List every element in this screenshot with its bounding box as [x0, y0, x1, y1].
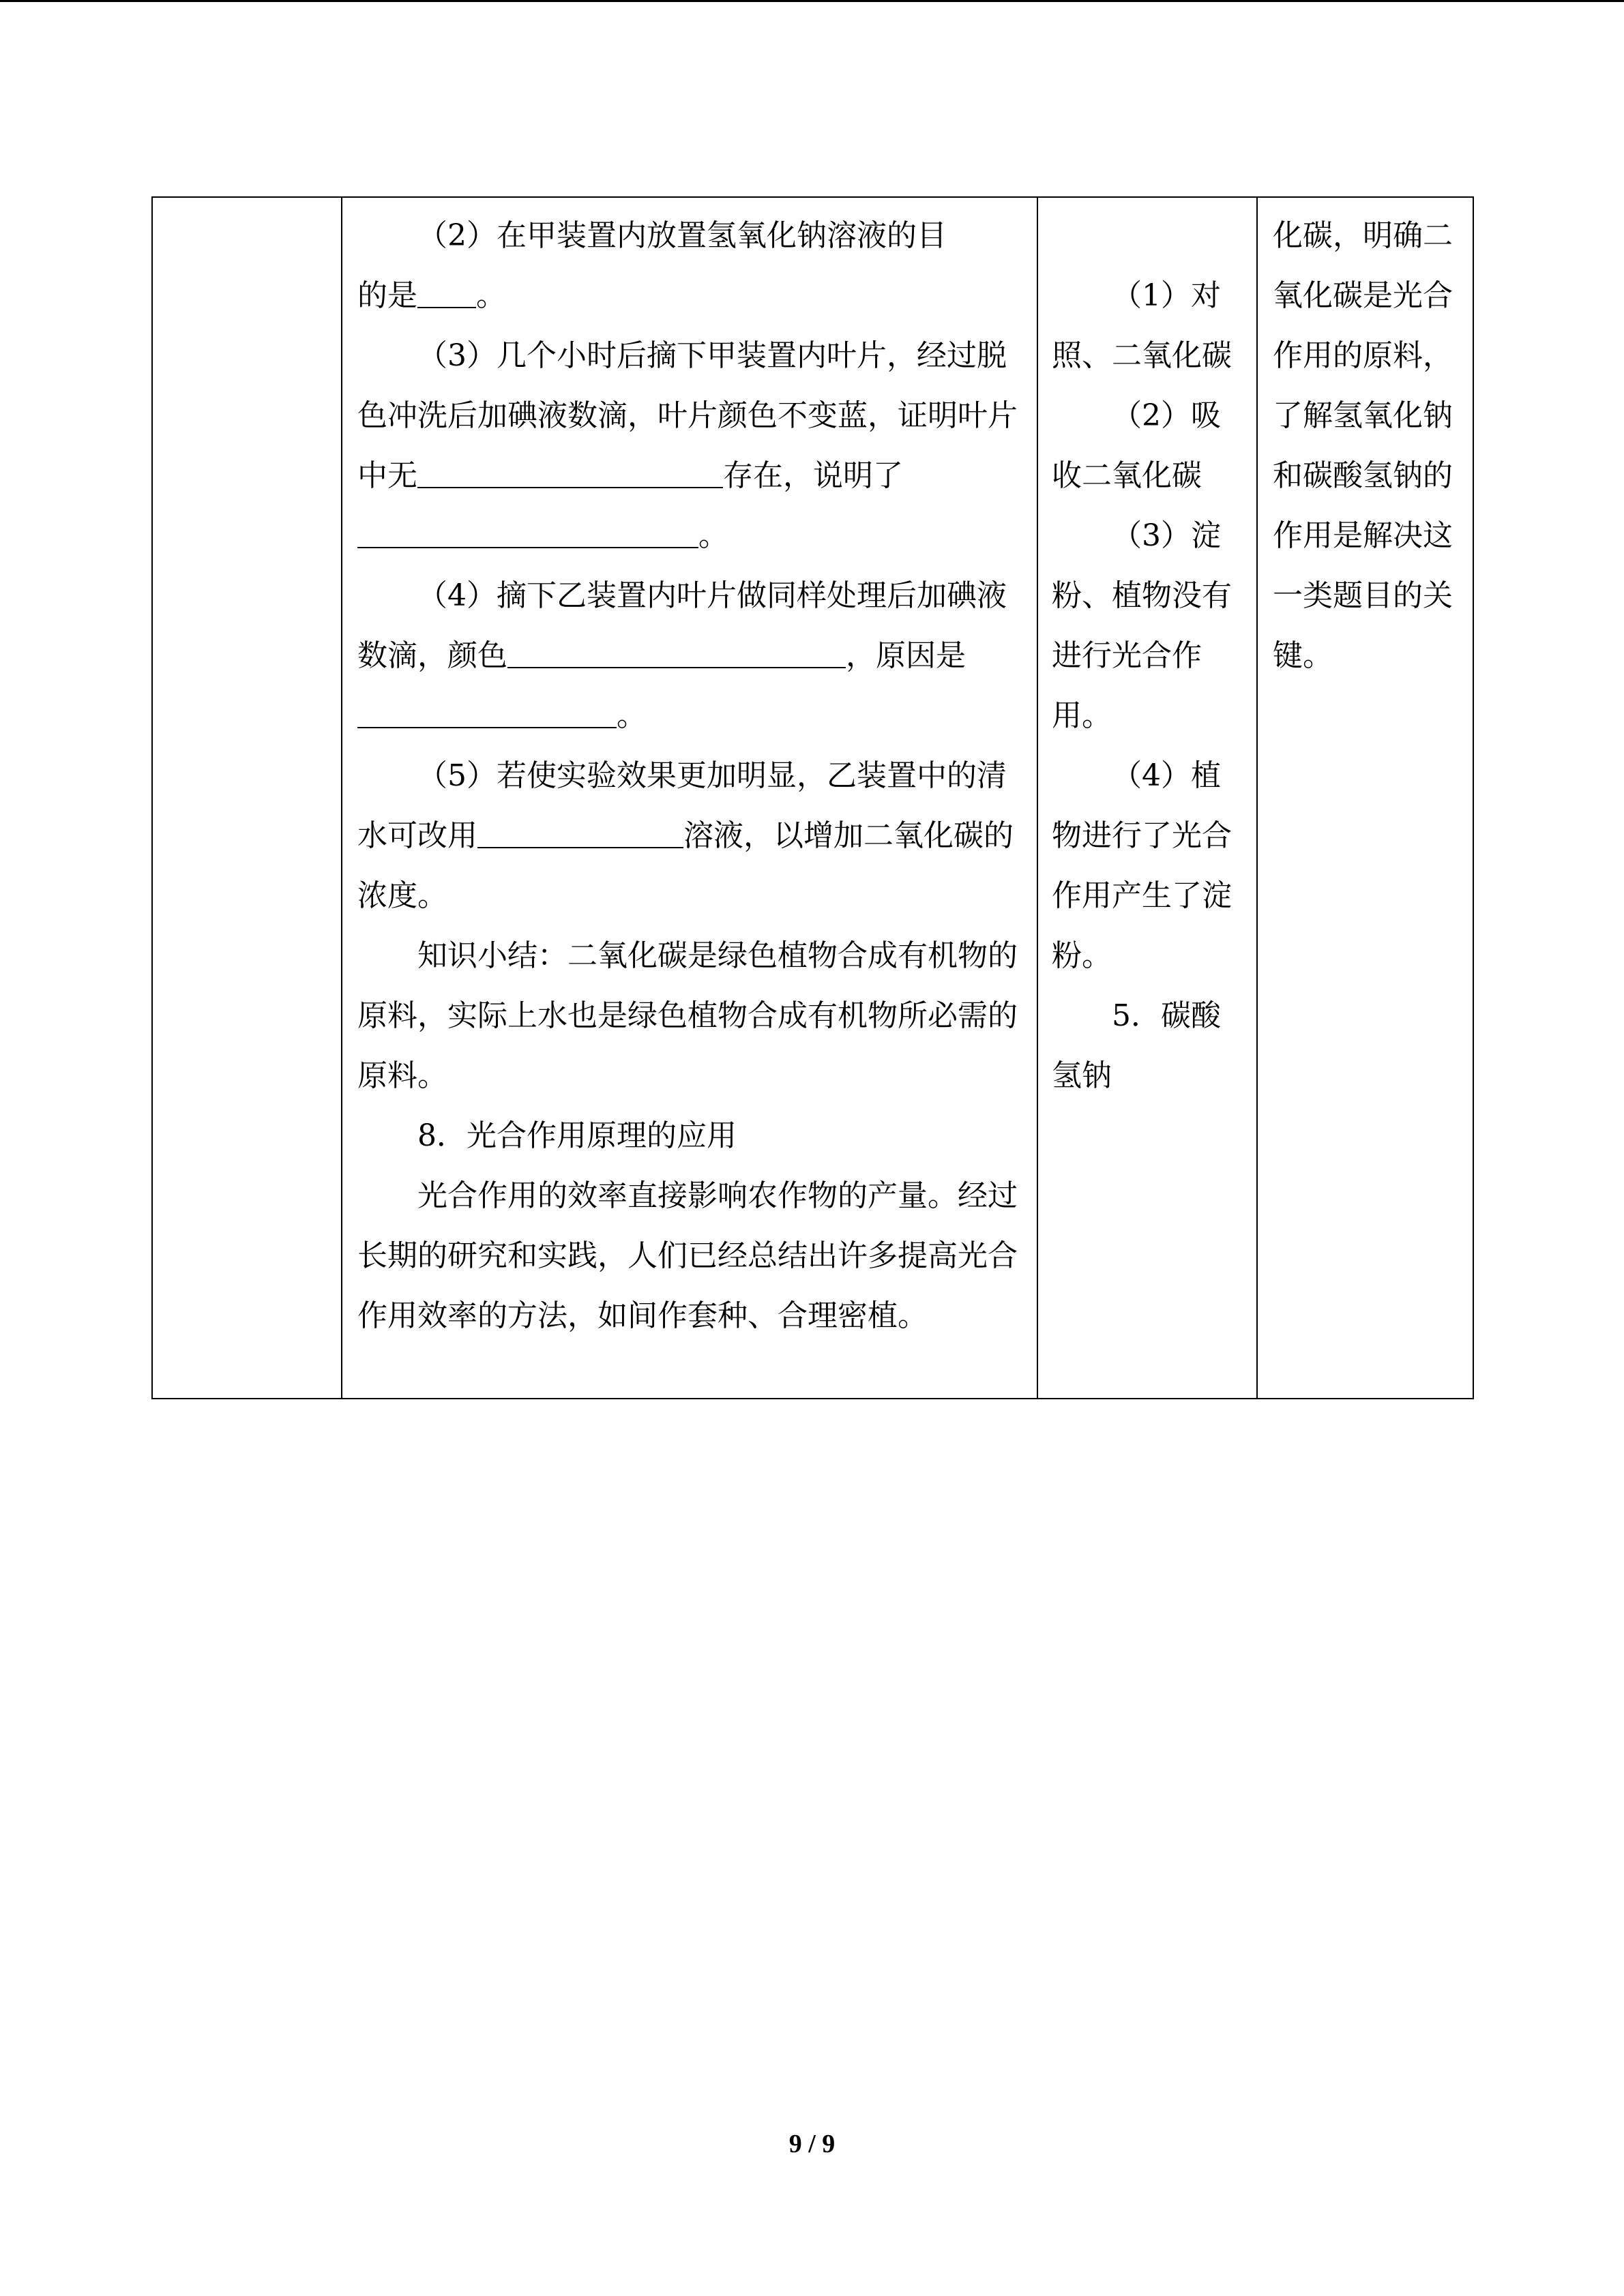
- page-top-border: [0, 0, 1624, 2]
- answer-blank: [477, 817, 683, 848]
- question-5: （5）若使实验效果更加明显，乙装置中的清水可改用 溶液，以增加二氧化碳的浓度。: [357, 758, 1014, 913]
- table-cell-empty: [152, 197, 342, 1399]
- section-heading-8: 8．光合作用原理的应用: [417, 1118, 737, 1153]
- answer-1: （1）对照、二氧化碳: [1052, 278, 1232, 373]
- answer-blank: [357, 697, 617, 728]
- answer-4: （4）植物进行了光合作用产生了淀粉。: [1052, 758, 1232, 973]
- answer-blank: [357, 517, 698, 548]
- question-2: （2）在甲装置内放置氢氧化钠溶液的目: [417, 218, 947, 253]
- table-row: [152, 197, 1473, 1399]
- table-cell-notes: [1257, 197, 1473, 1399]
- answer-3: （3）淀粉、植物没有进行光合作用。: [1052, 518, 1232, 733]
- knowledge-summary: 知识小结：二氧化碳是绿色植物合成有机物的原料，实际上水也是绿色植物合成有机物所必需的原料。: [357, 938, 1018, 1093]
- question-4: （4）摘下乙装置内叶片做同样处理后加碘液数滴，颜色 ，原因是。: [357, 578, 1007, 733]
- answer-blank: [507, 637, 846, 668]
- answer-2: （2）吸收二氧化碳: [1052, 398, 1221, 493]
- answer-5: 5．碳酸氢钠: [1052, 998, 1221, 1093]
- section-8-text: 光合作用的效率直接影响农作物的产量。经过长期的研究和实践，人们已经总结出许多提高光合作用效率的方法，如间作套种、合理密植。: [357, 1178, 1018, 1333]
- page-number: 9 / 9: [788, 2130, 836, 2158]
- answer-blank: [417, 457, 723, 488]
- question-3: （3）几个小时后摘下甲装置内叶片，经过脱色冲洗后加碘液数滴，叶片颜色不变蓝，证明叶片中无 存在，说明了。: [357, 338, 1018, 553]
- lesson-table: [151, 196, 1474, 1399]
- question-2-cont: 的是 。: [357, 278, 506, 313]
- teaching-note: 化碳，明确二氧化碳是光合作用的原料，了解氢氧化钠和碳酸氢钠的作用是解决这一类题目的关键。: [1273, 218, 1453, 673]
- table-cell-content: [342, 197, 1037, 1399]
- answer-blank: [417, 277, 476, 308]
- table-cell-answers: [1037, 197, 1257, 1399]
